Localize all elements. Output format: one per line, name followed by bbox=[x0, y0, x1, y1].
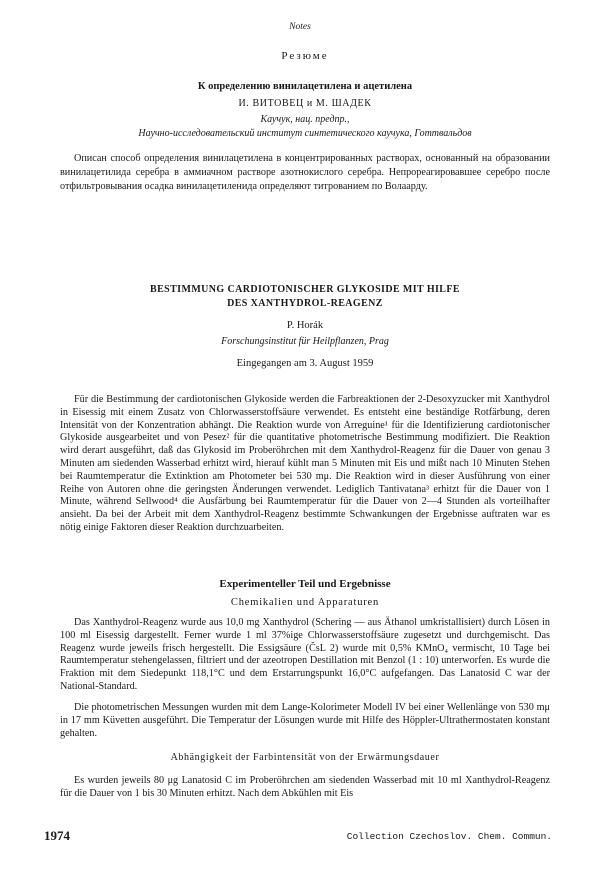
russian-affiliation-line-2: Научно-исследовательский институт синтетического каучука, Готтвальдов bbox=[138, 128, 472, 139]
article-title-line-2: DES XANTHYDROL-REAGENZ bbox=[227, 298, 383, 309]
subsection-heading-heating-time: Abhängigkeit der Farbintensität von der Erwärmungsdauer bbox=[170, 752, 440, 763]
article-author: P. Horák bbox=[286, 320, 324, 331]
russian-affiliation-line-1: Каучук, нац. предпр., bbox=[260, 114, 350, 125]
journal-name: Collection Czechoslov. Chem. Commun. bbox=[346, 831, 552, 842]
resume-heading: Резюме bbox=[281, 50, 329, 62]
russian-abstract: Описан способ определения винилацетилена в концентрированных растворах, основанный на образовании винилацетилида серебра в аммиачном растворе азотнокислого серебра. Непрореагировавшее серебро после отфильтровывания осадка винилацетиленида определяют титрованием по Волаарду. bbox=[60, 153, 550, 192]
chemicals-paragraph: Das Xanthydrol-Reagenz wurde aus 10,0 mg Xanthydrol (Schering — aus Äthanol umkristallisiert) durch Lösen in 100 ml Eisessig dargestellt. Ferner wurde 1 ml 37%ige Chlorwasserstoffsäure zugesetzt und durchgemischt. Das Reagenz wurde jeweils frisch hergestellt. Die Essigsäure (ČsL 2) wurde mit 0,5% KMnO₄ vermischt, 10 Tage bei Raumtemperatur stehengelassen, filtriert und der azeotropen Destillation mit Benzol (1 : 10) unterworfen. Es wurde die Fraktion mit dem Siedepunkt 118,1°C und dem Erstarrungspunkt 16,0°C aufgefangen. Das Lanatosid C war der National-Standard. bbox=[60, 617, 550, 692]
page-number: 1974 bbox=[44, 828, 70, 843]
russian-title: К определению винилацетилена и ацетилена bbox=[197, 81, 413, 92]
heating-time-paragraph: Es wurden jeweils 80 μg Lanatosid C im Proberöhrchen am siedenden Wasserbad mit 10 ml Xanthydrol-Reagenz für die Dauer von 1 bis 30 Minuten erhitzt. Nach dem Abkühlen mit Eis bbox=[60, 775, 550, 799]
running-head: Notes bbox=[289, 22, 311, 32]
section-heading: Experimenteller Teil und Ergebnisse bbox=[219, 578, 391, 590]
measurements-paragraph: Die photometrischen Messungen wurden mit dem Lange-Kolorimeter Modell IV bei einer Wellenlänge von 530 mμ in 17 mm Küvetten ausgeführt. Die Temperatur der Lösungen wurde mit Hilfe des Höppler-Ultrathermostaten konstant gehalten. bbox=[60, 702, 550, 739]
received-date: Eingegangen am 3. August 1959 bbox=[236, 358, 374, 369]
subsection-heading-chemicals: Chemikalien und Apparaturen bbox=[230, 597, 380, 608]
article-title-line-1: BESTIMMUNG CARDIOTONISCHER GLYKOSIDE MIT HILFE bbox=[150, 284, 460, 295]
russian-authors: И. ВИТОВЕЦ и М. ШАДЕК bbox=[238, 98, 372, 109]
article-affiliation: Forschungsinstitut für Heilpflanzen, Prag bbox=[221, 336, 389, 347]
intro-paragraph: Für die Bestimmung der cardiotonischen Glykoside werden die Farbreaktionen der 2-Desoxyzucker mit Xanthydrol in Eisessig mit einem Zusatz von Chlorwasserstoffsäure verwendet. Es entsteht eine beständige Rotfärbung, deren Intensität von der Konzentration abhängt. Die Reaktion wurde von Arreguine¹ für die Identifizierung cardiotonischer Glykoside ausgearbeitet und von Pesez² für die quantitative photometrische Bestimmung modifiziert. Die Reaktion wird derart ausgeführt, daß das Glykosid im Proberöhrchen mit dem Xanthydrol-Reagenz für die Dauer von genau 3 Minuten am siedenden Wasserbad erhitzt wird, hierauf kühlt man 5 Minuten mit Eis und mißt nach 10 Minuten Stehen bei Raumtemperatur die Extinktion am Photometer bei 530 mμ. Die Reaktion wird in dieser Ausführung von einer Reihe von Autoren ohne die geringsten Änderungen verwendet. Lediglich Tantivatana³ erhitzt für die Dauer von 1 Minute, während Sellwood⁴ die Ausfärbung bei Raumtemperatur für die Dauer von 2—4 Stunden als vorteilhafter ansieht. Da bei der Arbeit mit dem Xanthydrol-Reagenz bestimmte Schwankungen der Ergebnisse auftraten war es nötig einige Faktoren dieser Reaktion durchzuarbeiten. bbox=[60, 394, 550, 533]
article-title bbox=[60, 283, 550, 311]
